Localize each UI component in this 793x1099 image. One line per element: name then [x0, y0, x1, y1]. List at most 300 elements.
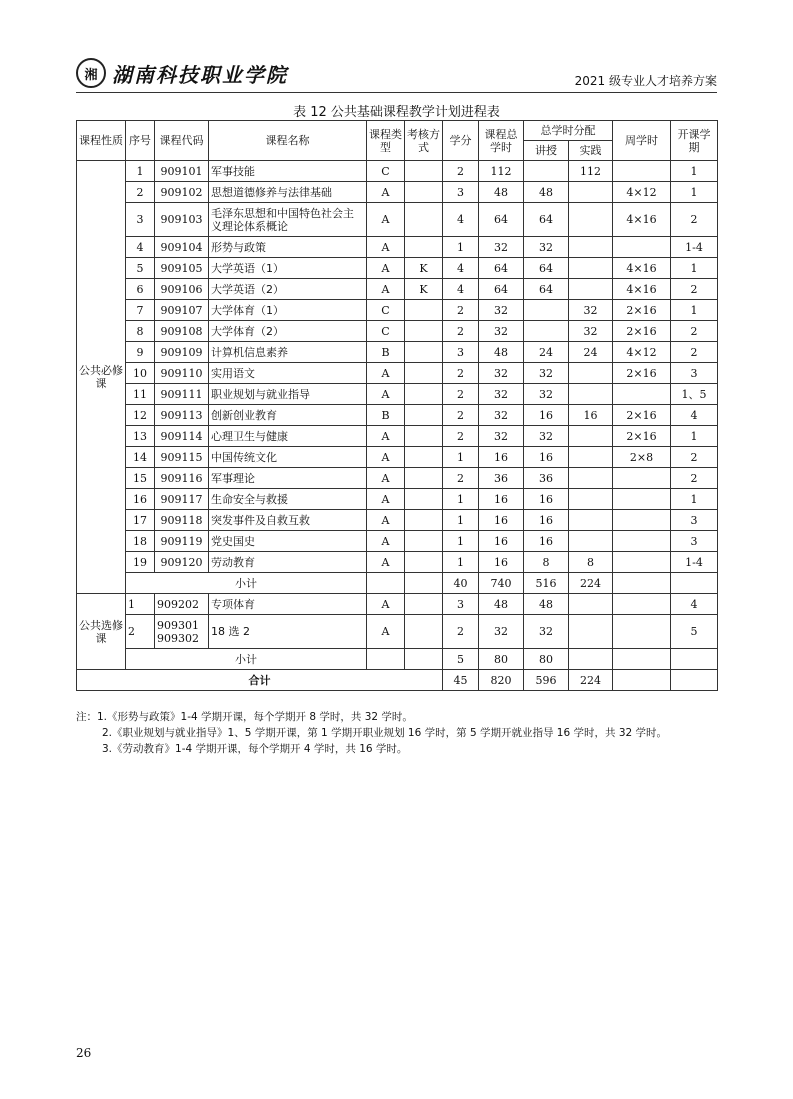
table-row — [77, 384, 718, 405]
type-cell — [367, 573, 405, 594]
weekly-cell — [613, 384, 671, 405]
code-cell: 909108 — [155, 321, 209, 342]
col-code: 课程代码 — [155, 121, 209, 161]
code-cell: 909111 — [155, 384, 209, 405]
table-title: 表 12 公共基础课程教学计划进程表 — [293, 105, 500, 120]
course-name-cell: 心理卫生与健康 — [209, 426, 367, 447]
code-cell: 909118 — [155, 510, 209, 531]
col-lecture: 讲授 — [524, 141, 569, 161]
credit-cell: 3 — [443, 342, 479, 363]
hours-cell: 32 — [479, 300, 524, 321]
credit-cell: 1 — [443, 237, 479, 258]
subtotal-label: 小计 — [126, 649, 367, 670]
seq-cell: 3 — [126, 203, 155, 237]
practice-cell — [569, 510, 613, 531]
term-cell: 1 — [671, 426, 718, 447]
course-name-cell: 18 选 2 — [209, 615, 367, 649]
exam-cell — [405, 615, 443, 649]
course-name-cell: 职业规划与就业指导 — [209, 384, 367, 405]
practice-cell — [569, 615, 613, 649]
term-cell: 2 — [671, 468, 718, 489]
type-cell: A — [367, 594, 405, 615]
course-name-cell: 生命安全与救援 — [209, 489, 367, 510]
practice-cell — [569, 468, 613, 489]
code-cell: 909114 — [155, 426, 209, 447]
page-header — [76, 58, 717, 92]
table-row — [77, 363, 718, 384]
type-cell: A — [367, 510, 405, 531]
exam-cell — [405, 405, 443, 426]
table-row — [77, 447, 718, 468]
type-cell: C — [367, 321, 405, 342]
credit-cell: 2 — [443, 468, 479, 489]
subtotal-hours: 80 — [479, 649, 524, 670]
lecture-cell: 16 — [524, 447, 569, 468]
type-cell: A — [367, 468, 405, 489]
seq-cell: 1 — [126, 161, 155, 182]
seq-cell: 8 — [126, 321, 155, 342]
hours-cell: 112 — [479, 161, 524, 182]
exam-cell — [405, 426, 443, 447]
code-cell: 909102 — [155, 182, 209, 203]
term-cell: 2 — [671, 279, 718, 300]
exam-cell — [405, 468, 443, 489]
col-total-hours: 课程总学时 — [479, 121, 524, 161]
hours-cell: 36 — [479, 468, 524, 489]
exam-cell — [405, 237, 443, 258]
exam-cell — [405, 552, 443, 573]
credit-cell: 1 — [443, 489, 479, 510]
code-cell: 909117 — [155, 489, 209, 510]
weekly-cell: 2×16 — [613, 300, 671, 321]
term-cell: 2 — [671, 447, 718, 468]
weekly-cell — [613, 468, 671, 489]
weekly-cell: 2×8 — [613, 447, 671, 468]
elective-category: 公共选修课 — [77, 594, 126, 670]
table-row — [77, 531, 718, 552]
code-cell: 909107 — [155, 300, 209, 321]
seq-cell: 15 — [126, 468, 155, 489]
credit-cell: 1 — [443, 531, 479, 552]
hours-cell: 32 — [479, 405, 524, 426]
term-cell: 1 — [671, 489, 718, 510]
subtotal-practice: 224 — [569, 573, 613, 594]
subtotal-practice — [569, 649, 613, 670]
course-name-cell: 中国传统文化 — [209, 447, 367, 468]
col-name: 课程名称 — [209, 121, 367, 161]
code-cell: 909101 — [155, 161, 209, 182]
subtotal-lecture: 80 — [524, 649, 569, 670]
type-cell: A — [367, 447, 405, 468]
table-row — [77, 182, 718, 203]
practice-cell — [569, 237, 613, 258]
subtotal-label: 小计 — [126, 573, 367, 594]
type-cell: A — [367, 552, 405, 573]
lecture-cell: 32 — [524, 615, 569, 649]
type-cell: C — [367, 300, 405, 321]
seq-cell: 6 — [126, 279, 155, 300]
code-cell: 909110 — [155, 363, 209, 384]
code-cell: 909115 — [155, 447, 209, 468]
hours-cell: 64 — [479, 258, 524, 279]
course-name-cell: 形势与政策 — [209, 237, 367, 258]
type-cell: A — [367, 615, 405, 649]
lecture-cell: 64 — [524, 279, 569, 300]
type-cell — [367, 649, 405, 670]
course-name-cell: 思想道德修养与法律基础 — [209, 182, 367, 203]
type-cell: A — [367, 279, 405, 300]
seq-cell: 1 — [126, 594, 155, 615]
exam-cell — [405, 489, 443, 510]
hours-cell: 64 — [479, 279, 524, 300]
grand-total-credit: 45 — [443, 670, 479, 691]
code-cell: 909109 — [155, 342, 209, 363]
table-row — [77, 510, 718, 531]
credit-cell: 1 — [443, 552, 479, 573]
col-credit: 学分 — [443, 121, 479, 161]
weekly-cell: 2×16 — [613, 426, 671, 447]
type-cell: A — [367, 363, 405, 384]
type-cell: A — [367, 384, 405, 405]
weekly-cell: 2×16 — [613, 363, 671, 384]
weekly-cell: 4×16 — [613, 279, 671, 300]
seq-cell: 18 — [126, 531, 155, 552]
table-row — [77, 426, 718, 447]
seq-cell: 14 — [126, 447, 155, 468]
table-row — [77, 552, 718, 573]
subtotal-row — [77, 573, 718, 594]
plan-name: 2021 级专业人才培养方案 — [574, 74, 717, 88]
course-name-cell: 大学英语（2） — [209, 279, 367, 300]
credit-cell: 2 — [443, 363, 479, 384]
type-cell: A — [367, 426, 405, 447]
lecture-cell: 32 — [524, 363, 569, 384]
table-row — [77, 161, 718, 182]
practice-cell — [569, 279, 613, 300]
term-cell: 3 — [671, 531, 718, 552]
weekly-cell — [613, 670, 671, 691]
code-cell: 909202 — [155, 594, 209, 615]
table-row — [77, 468, 718, 489]
practice-cell — [569, 182, 613, 203]
practice-cell: 8 — [569, 552, 613, 573]
lecture-cell: 48 — [524, 182, 569, 203]
seq-cell: 7 — [126, 300, 155, 321]
col-type: 课程类型 — [367, 121, 405, 161]
col-term: 开课学期 — [671, 121, 718, 161]
credit-cell: 2 — [443, 426, 479, 447]
weekly-cell — [613, 594, 671, 615]
credit-cell: 4 — [443, 203, 479, 237]
col-distribution: 总学时分配 — [524, 121, 613, 141]
subtotal-credit: 5 — [443, 649, 479, 670]
hours-cell: 16 — [479, 510, 524, 531]
term-cell — [671, 670, 718, 691]
col-weekly: 周学时 — [613, 121, 671, 161]
lecture-cell: 32 — [524, 426, 569, 447]
lecture-cell — [524, 300, 569, 321]
table-row — [77, 321, 718, 342]
exam-cell — [405, 342, 443, 363]
note-1: 注：1.《形势与政策》1-4 学期开课，每个学期开 8 学时，共 32 学时。 — [76, 711, 413, 723]
exam-cell — [405, 321, 443, 342]
seq-cell: 13 — [126, 426, 155, 447]
code-cell: 909104 — [155, 237, 209, 258]
seq-cell: 4 — [126, 237, 155, 258]
exam-cell — [405, 300, 443, 321]
seq-cell: 16 — [126, 489, 155, 510]
exam-cell — [405, 649, 443, 670]
type-cell: A — [367, 182, 405, 203]
course-name-cell: 实用语文 — [209, 363, 367, 384]
col-seq: 序号 — [126, 121, 155, 161]
hours-cell: 32 — [479, 615, 524, 649]
code-cell: 909113 — [155, 405, 209, 426]
weekly-cell: 4×16 — [613, 203, 671, 237]
type-cell: A — [367, 203, 405, 237]
term-cell: 3 — [671, 510, 718, 531]
practice-cell — [569, 489, 613, 510]
col-nature: 课程性质 — [77, 121, 126, 161]
seq-cell: 5 — [126, 258, 155, 279]
seq-cell: 2 — [126, 615, 155, 649]
hours-cell: 48 — [479, 182, 524, 203]
lecture-cell: 32 — [524, 237, 569, 258]
lecture-cell: 8 — [524, 552, 569, 573]
table-row — [77, 300, 718, 321]
term-cell: 1-4 — [671, 552, 718, 573]
practice-cell: 32 — [569, 321, 613, 342]
term-cell: 2 — [671, 342, 718, 363]
term-cell: 2 — [671, 203, 718, 237]
term-cell: 4 — [671, 405, 718, 426]
term-cell: 1 — [671, 182, 718, 203]
credit-cell: 2 — [443, 300, 479, 321]
table-row — [77, 615, 718, 649]
weekly-cell — [613, 615, 671, 649]
practice-cell — [569, 447, 613, 468]
lecture-cell: 64 — [524, 203, 569, 237]
col-exam: 考核方式 — [405, 121, 443, 161]
note-2: 2.《职业规划与就业指导》1、5 学期开课，第 1 学期开职业规划 16 学时，第 5 学期开就业指导 16 学时，共 32 学时。 — [102, 727, 668, 739]
credit-cell: 4 — [443, 279, 479, 300]
course-name-cell: 劳动教育 — [209, 552, 367, 573]
term-cell: 1 — [671, 300, 718, 321]
weekly-cell — [613, 552, 671, 573]
course-plan-table — [76, 120, 718, 691]
code-cell: 909116 — [155, 468, 209, 489]
exam-cell — [405, 182, 443, 203]
practice-cell: 24 — [569, 342, 613, 363]
course-name-cell: 大学体育（1） — [209, 300, 367, 321]
hours-cell: 16 — [479, 447, 524, 468]
course-name-cell: 专项体育 — [209, 594, 367, 615]
course-name-cell: 大学英语（1） — [209, 258, 367, 279]
credit-cell: 1 — [443, 510, 479, 531]
weekly-cell: 2×16 — [613, 321, 671, 342]
lecture-cell — [524, 161, 569, 182]
table-row — [77, 203, 718, 237]
hours-cell: 32 — [479, 384, 524, 405]
grand-total-hours: 820 — [479, 670, 524, 691]
weekly-cell — [613, 531, 671, 552]
hours-cell: 32 — [479, 237, 524, 258]
seq-cell: 19 — [126, 552, 155, 573]
hours-cell: 32 — [479, 426, 524, 447]
page-number: 26 — [76, 1046, 92, 1060]
credit-cell: 3 — [443, 182, 479, 203]
practice-cell: 112 — [569, 161, 613, 182]
exam-cell — [405, 594, 443, 615]
header-rule — [76, 92, 717, 93]
seq-cell: 9 — [126, 342, 155, 363]
exam-cell: K — [405, 258, 443, 279]
subtotal-credit: 40 — [443, 573, 479, 594]
term-cell: 1 — [671, 161, 718, 182]
weekly-cell: 4×16 — [613, 258, 671, 279]
credit-cell: 1 — [443, 447, 479, 468]
table-row — [77, 342, 718, 363]
lecture-cell: 16 — [524, 510, 569, 531]
type-cell: B — [367, 405, 405, 426]
type-cell: A — [367, 489, 405, 510]
term-cell: 1-4 — [671, 237, 718, 258]
lecture-cell: 48 — [524, 594, 569, 615]
seq-cell: 12 — [126, 405, 155, 426]
table-row — [77, 405, 718, 426]
seq-cell: 2 — [126, 182, 155, 203]
seq-cell: 17 — [126, 510, 155, 531]
credit-cell: 2 — [443, 615, 479, 649]
hours-cell: 32 — [479, 321, 524, 342]
exam-cell — [405, 363, 443, 384]
exam-cell: K — [405, 279, 443, 300]
seq-cell: 11 — [126, 384, 155, 405]
note-3: 3.《劳动教育》1-4 学期开课，每个学期开 4 学时，共 16 学时。 — [102, 743, 408, 755]
credit-cell: 2 — [443, 384, 479, 405]
practice-cell: 32 — [569, 300, 613, 321]
table-row — [77, 489, 718, 510]
term-cell — [671, 649, 718, 670]
code-cell: 909119 — [155, 531, 209, 552]
weekly-cell — [613, 649, 671, 670]
term-cell: 5 — [671, 615, 718, 649]
code-cell: 909103 — [155, 203, 209, 237]
lecture-cell: 64 — [524, 258, 569, 279]
practice-cell — [569, 384, 613, 405]
table-row — [77, 237, 718, 258]
seq-cell: 10 — [126, 363, 155, 384]
practice-cell — [569, 203, 613, 237]
code-cell: 909105 — [155, 258, 209, 279]
practice-cell — [569, 258, 613, 279]
practice-cell — [569, 363, 613, 384]
table-row — [77, 258, 718, 279]
exam-cell — [405, 384, 443, 405]
weekly-cell: 2×16 — [613, 405, 671, 426]
weekly-cell — [613, 573, 671, 594]
subtotal-hours: 740 — [479, 573, 524, 594]
hours-cell: 16 — [479, 552, 524, 573]
school-seal-icon: 湘 — [76, 58, 106, 88]
practice-cell — [569, 426, 613, 447]
lecture-cell: 16 — [524, 489, 569, 510]
weekly-cell — [613, 161, 671, 182]
lecture-cell: 36 — [524, 468, 569, 489]
exam-cell — [405, 203, 443, 237]
term-cell: 1、5 — [671, 384, 718, 405]
required-category: 公共必修课 — [77, 161, 126, 594]
course-name-cell: 党史国史 — [209, 531, 367, 552]
grand-total-practice: 224 — [569, 670, 613, 691]
credit-cell: 2 — [443, 405, 479, 426]
course-name-cell: 创新创业教育 — [209, 405, 367, 426]
notes — [76, 709, 667, 757]
term-cell: 4 — [671, 594, 718, 615]
credit-cell: 2 — [443, 161, 479, 182]
course-name-cell: 军事理论 — [209, 468, 367, 489]
grand-total-row — [77, 670, 718, 691]
weekly-cell — [613, 489, 671, 510]
type-cell: C — [367, 161, 405, 182]
col-practice: 实践 — [569, 141, 613, 161]
credit-cell: 4 — [443, 258, 479, 279]
hours-cell: 48 — [479, 594, 524, 615]
hours-cell: 16 — [479, 489, 524, 510]
lecture-cell — [524, 321, 569, 342]
course-name-cell: 突发事件及自救互救 — [209, 510, 367, 531]
school-logo — [76, 58, 288, 88]
table-row — [77, 594, 718, 615]
course-name-cell: 计算机信息素养 — [209, 342, 367, 363]
subtotal-lecture: 516 — [524, 573, 569, 594]
hours-cell: 64 — [479, 203, 524, 237]
weekly-cell: 4×12 — [613, 342, 671, 363]
term-cell — [671, 573, 718, 594]
term-cell: 2 — [671, 321, 718, 342]
practice-cell: 16 — [569, 405, 613, 426]
code-cell: 909301 909302 — [155, 615, 209, 649]
weekly-cell — [613, 510, 671, 531]
hours-cell: 48 — [479, 342, 524, 363]
type-cell: B — [367, 342, 405, 363]
type-cell: A — [367, 237, 405, 258]
weekly-cell — [613, 237, 671, 258]
grand-total-lecture: 596 — [524, 670, 569, 691]
course-name-cell: 大学体育（2） — [209, 321, 367, 342]
code-cell: 909106 — [155, 279, 209, 300]
weekly-cell: 4×12 — [613, 182, 671, 203]
type-cell: A — [367, 258, 405, 279]
course-name-cell: 毛泽东思想和中国特色社会主义理论体系概论 — [209, 203, 367, 237]
credit-cell: 2 — [443, 321, 479, 342]
exam-cell — [405, 161, 443, 182]
practice-cell — [569, 531, 613, 552]
lecture-cell: 24 — [524, 342, 569, 363]
hours-cell: 16 — [479, 531, 524, 552]
exam-cell — [405, 531, 443, 552]
code-cell: 909120 — [155, 552, 209, 573]
lecture-cell: 32 — [524, 384, 569, 405]
lecture-cell: 16 — [524, 531, 569, 552]
school-name: 湖南科技职业学院 — [112, 62, 288, 87]
term-cell: 3 — [671, 363, 718, 384]
hours-cell: 32 — [479, 363, 524, 384]
type-cell: A — [367, 531, 405, 552]
grand-total-label: 合计 — [77, 670, 443, 691]
lecture-cell: 16 — [524, 405, 569, 426]
subtotal-row — [77, 649, 718, 670]
